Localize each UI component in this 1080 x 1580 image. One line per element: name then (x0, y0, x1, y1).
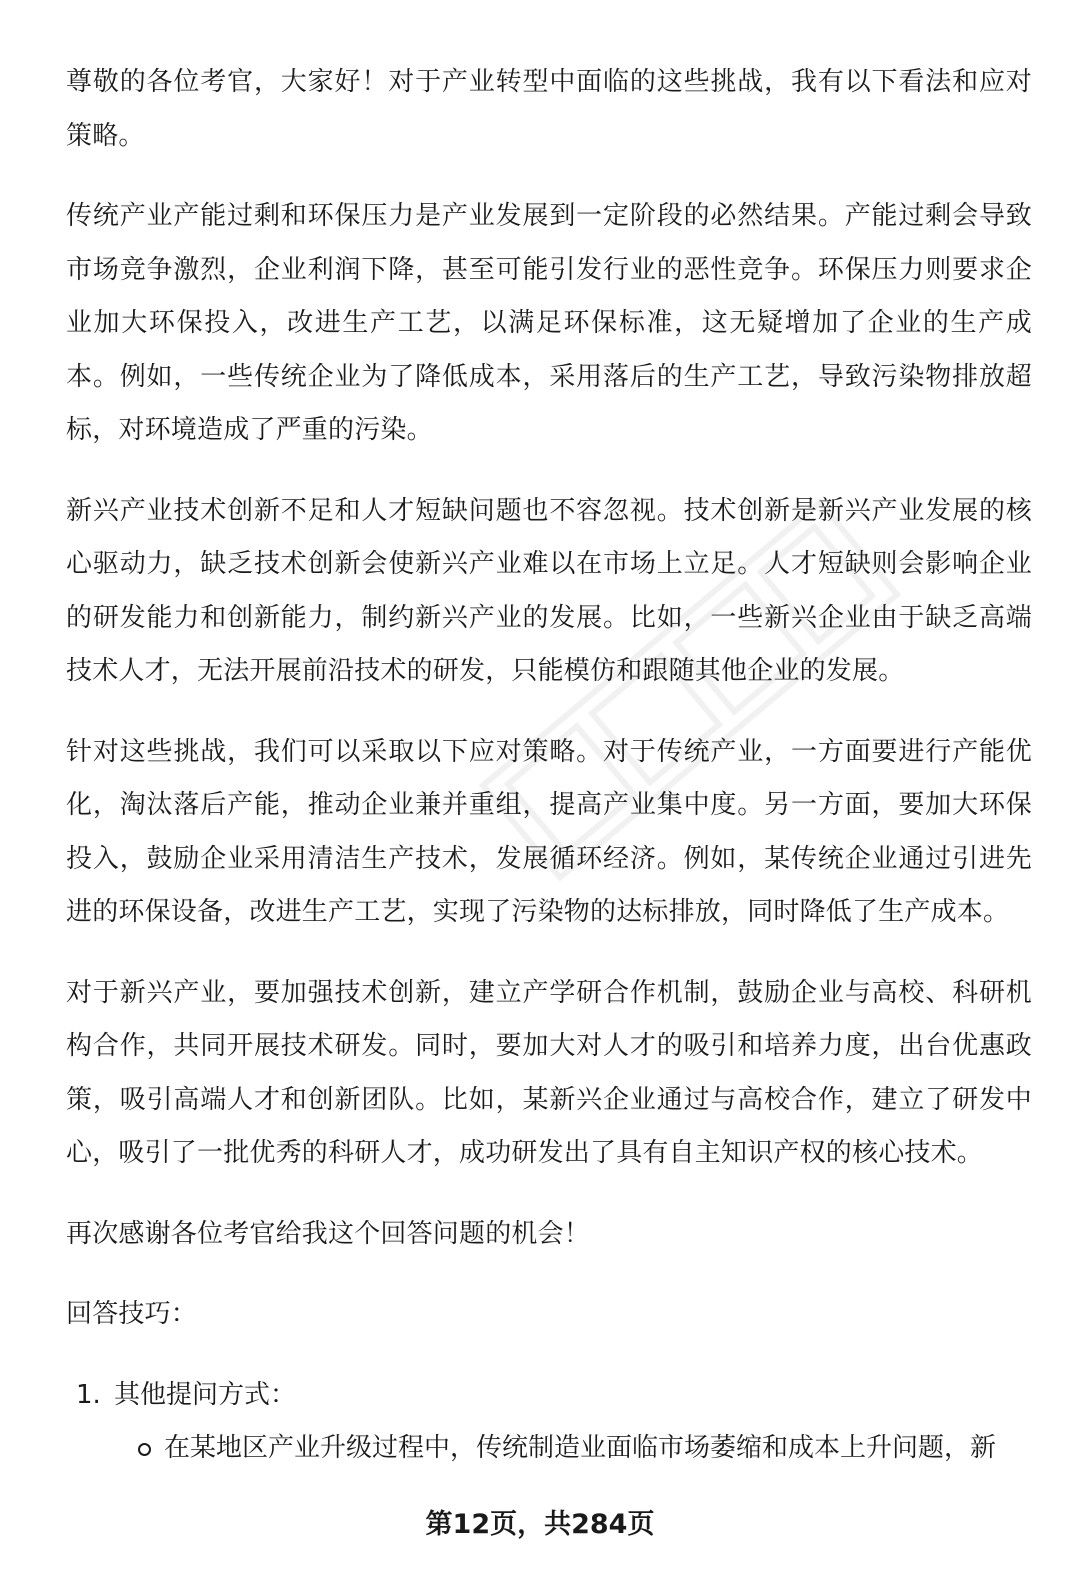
sub-list-item-text: 在某地区产业升级过程中，传统制造业面临市场萎缩和成本上升问题，新 (164, 1433, 997, 1463)
page-number-footer: 第12页，共284页 (425, 1509, 655, 1540)
list-item-number: 1. (76, 1379, 101, 1410)
paragraph-greeting: 尊敬的各位考官，大家好！对于产业转型中面临的这些挑战，我有以下看法和应对策略。 (66, 67, 1032, 151)
paragraph-emerging-industry: 新兴产业技术创新不足和人才短缺问题也不容忽视。技术创新是新兴产业发展的核心驱动力，缺乏技术创新会使新兴产业难以在市场上立足。人才短缺则会影响企业的研发能力和创新能力，制约新兴产业的发展。比如，一些新兴企业由于缺乏高端技术人才，无法开展前沿技术的研发，只能模仿和跟随其他企业的发展。 (66, 495, 1032, 686)
sub-list (66, 1422, 1032, 1476)
list-item-label: 其他提问方式： (114, 1379, 297, 1410)
document-body (66, 56, 1032, 1476)
paragraph-strategies-emerging: 对于新兴产业，要加强技术创新，建立产学研合作机制，鼓励企业与高校、科研机构合作，共同开展技术研发。同时，要加大对人才的吸引和培养力度，出台优惠政策，吸引高端人才和创新团队。比如，某新兴企业通过与高校合作，建立了研发中心，吸引了一批优秀的科研人才，成功研发出了具有自主知识产权的核心技术。 (66, 977, 1032, 1168)
paragraph-strategies-traditional: 针对这些挑战，我们可以采取以下应对策略。对于传统产业，一方面要进行产能优化，淘汰落后产能，推动企业兼并重组，提高产业集中度。另一方面，要加大环保投入，鼓励企业采用清洁生产技术，发展循环经济。例如，某传统企业通过引进先进的环保设备，改进生产工艺，实现了污染物的达标排放，同时降低了生产成本。 (66, 736, 1032, 927)
paragraph-thanks: 再次感谢各位考官给我这个回答问题的机会！ (66, 1218, 591, 1249)
hollow-circle-bullet-icon (138, 1443, 151, 1456)
list-item (66, 1369, 1032, 1476)
tips-list (66, 1369, 1032, 1476)
sub-list-item (66, 1422, 1032, 1476)
paragraph-traditional-industry: 传统产业产能过剩和环保压力是产业发展到一定阶段的必然结果。产能过剩会导致市场竞争激烈，企业利润下降，甚至可能引发行业的恶性竞争。环保压力则要求企业加大环保投入，改进生产工艺，以满足环保标准，这无疑增加了企业的生产成本。例如，一些传统企业为了降低成本，采用落后的生产工艺，导致污染物排放超标，对环境造成了严重的污染。 (66, 201, 1032, 445)
section-heading-tips: 回答技巧： (66, 1299, 198, 1329)
